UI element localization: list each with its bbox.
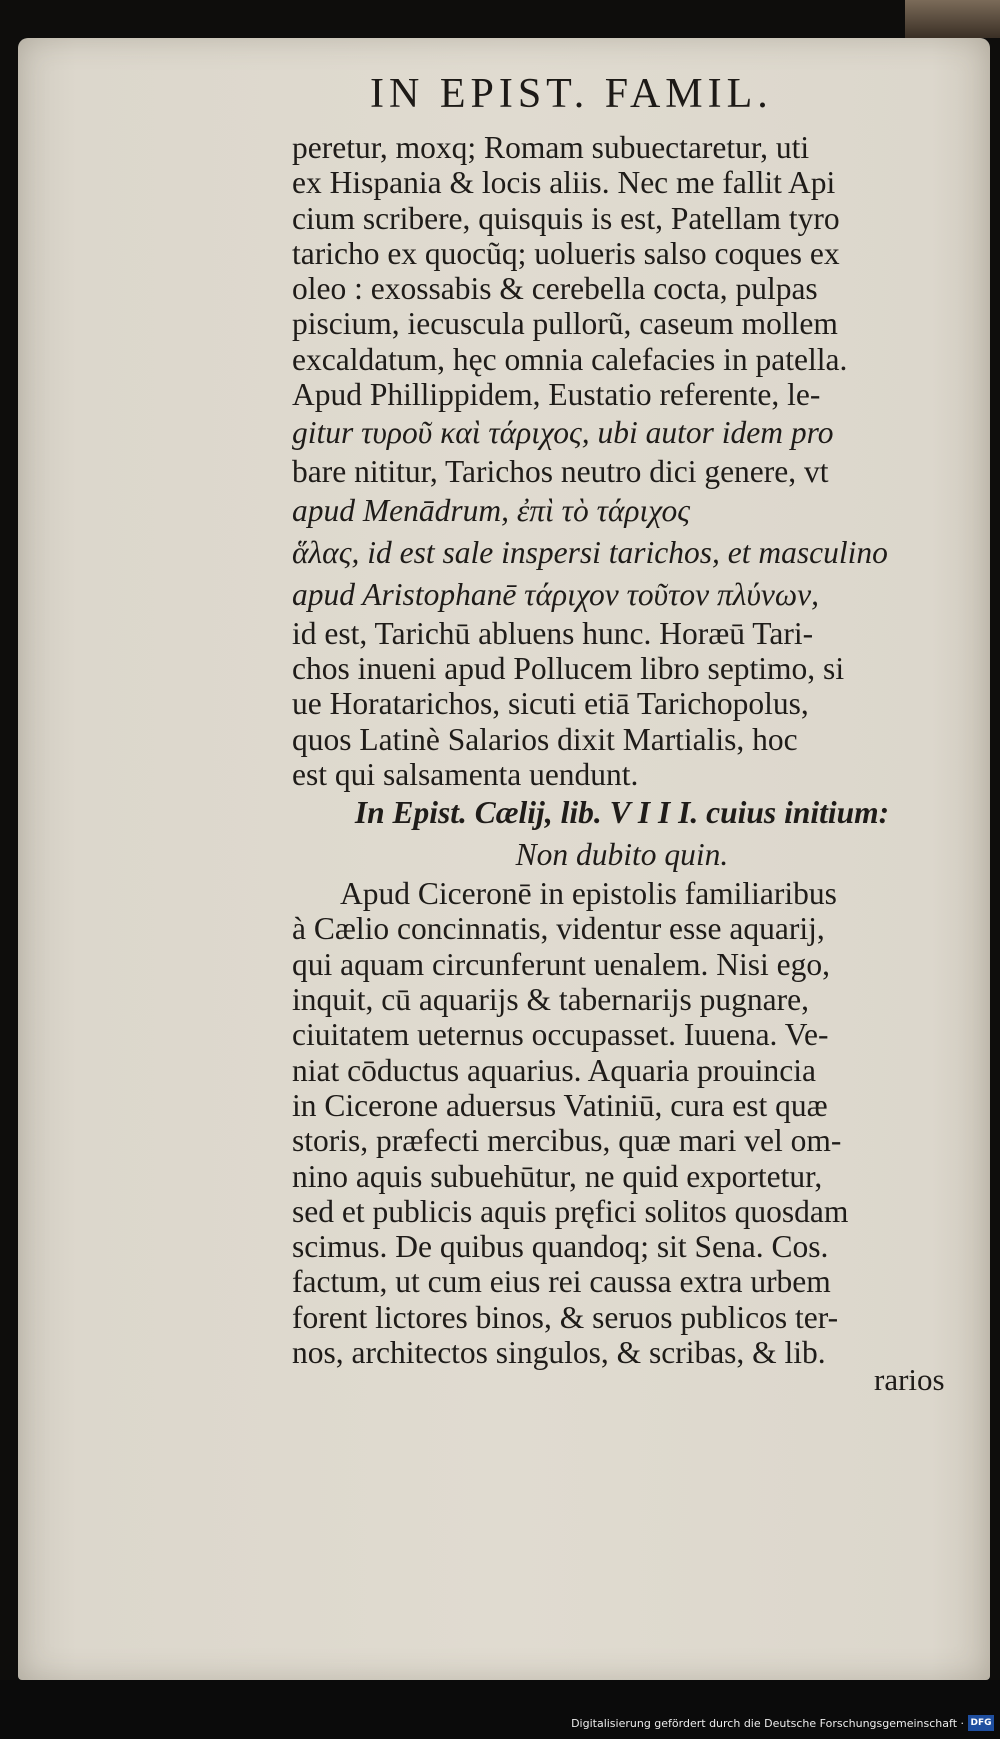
dfg-logo: DFG — [968, 1715, 994, 1731]
text-line: inquit, cū aquarijs & tabernarijs pugnare, — [292, 982, 809, 1018]
text-line: sed et publicis aquis pręfici solitos quosdam — [292, 1193, 849, 1229]
adjacent-page-fragment — [905, 0, 1000, 38]
text-line: à Cælio concinnatis, videntur esse aquarij, — [292, 911, 825, 947]
text-line: peretur, moxq; Romam subuectaretur, uti — [292, 130, 810, 165]
greek-quotation-line: gitur τυροῦ καὶ τάριχος, ubi autor idem pro — [292, 415, 834, 451]
text-line: in Cicerone aduersus Vatiniū, cura est quæ — [292, 1087, 828, 1123]
footer-bar — [0, 1680, 1000, 1739]
text-line: forent lictores binos, & seruos publicos ter- — [292, 1299, 839, 1335]
text-line: piscium, iecuscula pullorũ, caseum mollem — [292, 306, 838, 342]
text-line: ex Hispania & locis aliis. Nec me fallit Api — [292, 165, 836, 201]
text-line: bare nititur, Tarichos neutro dici genere, vt — [292, 454, 829, 490]
text-line: storis, præfecti mercibus, quæ mari vel om- — [292, 1123, 842, 1159]
text-line: id est, Tarichū abluens hunc. Horæū Tari- — [292, 615, 814, 651]
text-line: qui aquam circunferunt uenalem. Nisi ego, — [292, 946, 830, 982]
text-line: scimus. De quibus quandoq; sit Sena. Cos. — [292, 1229, 829, 1265]
text-line: ciuitatem ueternus occupasset. Iuuena. Ve- — [292, 1017, 829, 1053]
text-line: nos, architectos singulos, & scribas, & lib. — [292, 1335, 826, 1371]
text-line: niat cōductus aquarius. Aquaria prouincia — [292, 1052, 816, 1088]
text-line: oleo : exossabis & cerebella cocta, pulpas — [292, 271, 818, 307]
greek-quotation-line: apud Aristophanē τάριχον τοῦτον πλύνων, — [292, 576, 819, 612]
text-line: quos Latinè Salarios dixit Martialis, hoc — [292, 721, 798, 757]
text-line: est qui salsamenta uendunt. — [292, 756, 639, 792]
greek-quotation-line: ἅλας, id est sale inspersi tarichos, et masculino — [292, 534, 888, 570]
section-heading: In Epist. Cælij, lib. V I I I. cuius initium: — [354, 795, 890, 831]
paragraph-first-line: Apud Ciceronē in epistolis familiaribus — [340, 876, 837, 912]
text-line: Apud Phillippidem, Eustatio referente, le- — [292, 377, 821, 413]
greek-quotation-line: apud Menādrum, ἐπὶ τὸ τάριχος — [292, 492, 690, 528]
text-line: taricho ex quocũq; uolueris salso coques ex — [292, 235, 840, 271]
text-line: factum, ut cum eius rei caussa extra urbem — [292, 1264, 831, 1300]
section-subheading: Non dubito quin. — [515, 837, 729, 873]
catchword: rarios — [874, 1362, 945, 1397]
funding-credit: Digitalisierung gefördert durch die Deutsche Forschungsgemeinschaft · — [571, 1717, 964, 1730]
text-line: nino aquis subuehūtur, ne quid exportetur, — [292, 1158, 823, 1194]
text-line: excaldatum, hęc omnia calefacies in patella. — [292, 341, 848, 377]
text-line: ue Horatarichos, sicuti etiā Tarichopolus, — [292, 686, 809, 722]
running-head: IN EPIST. FAMIL. — [370, 71, 773, 117]
text-line: chos inueni apud Pollucem libro septimo, si — [292, 650, 845, 686]
text-line: cium scribere, quisquis is est, Patellam tyro — [292, 200, 840, 236]
page-body — [292, 130, 952, 1370]
